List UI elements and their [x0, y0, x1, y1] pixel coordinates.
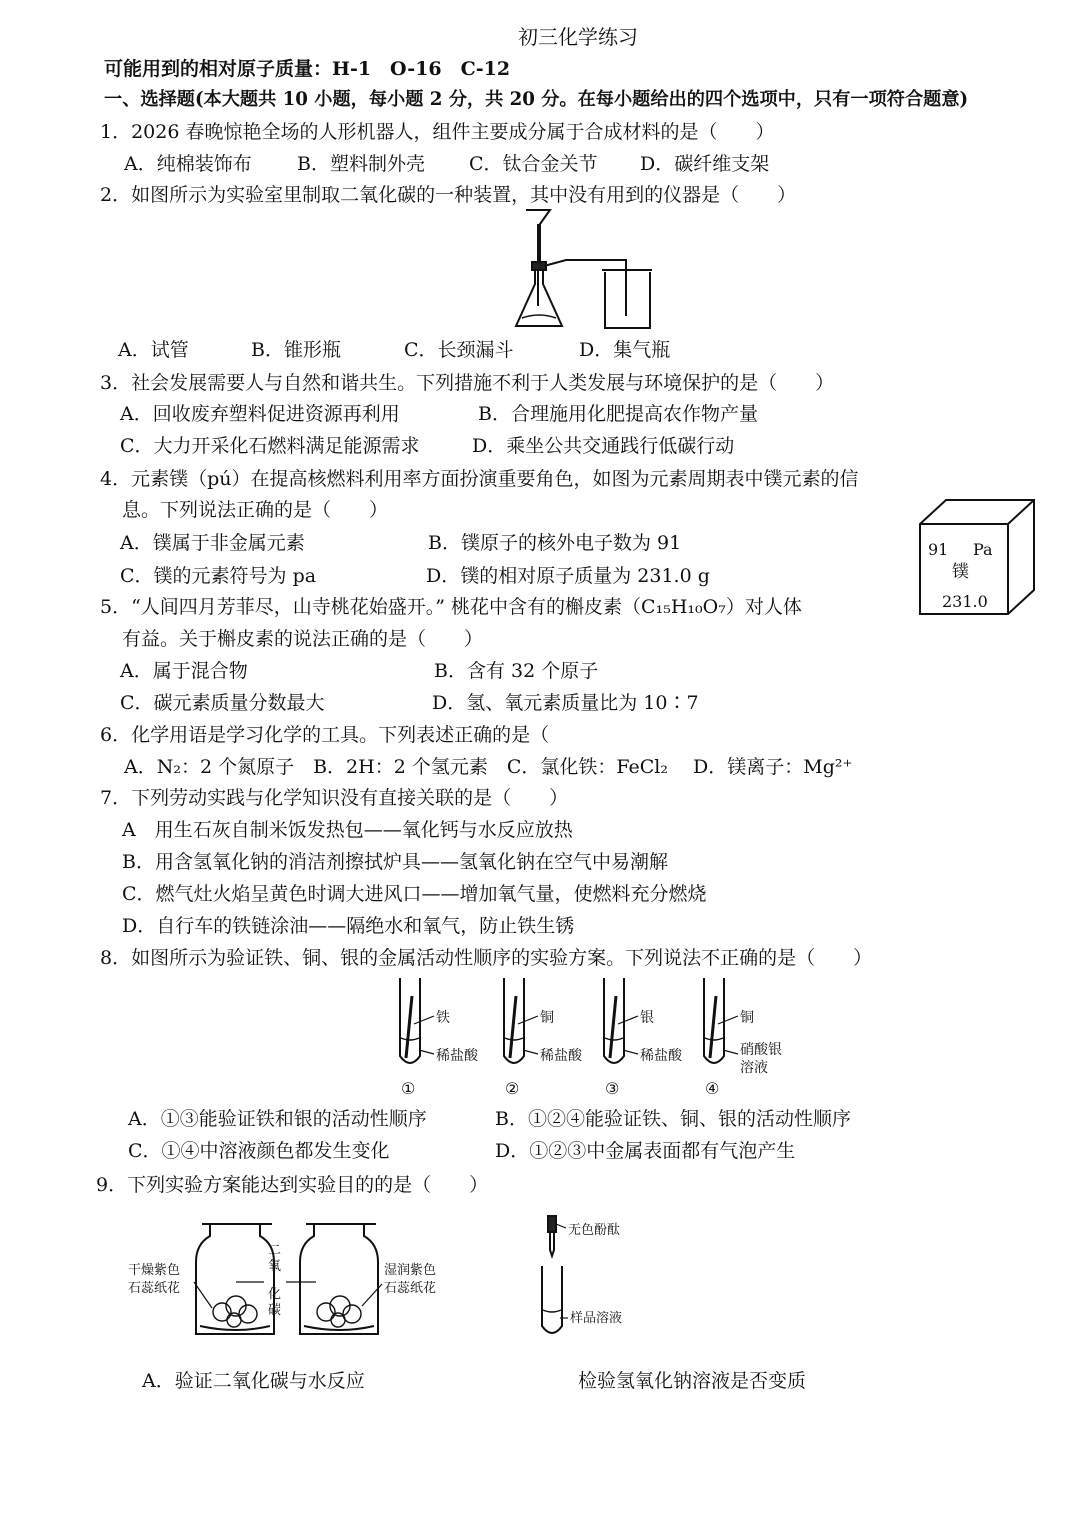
co2-label-3: 化 [268, 1287, 282, 1302]
co2-label-4: 碳 [268, 1303, 282, 1318]
test-tube-4 [704, 978, 738, 1063]
dry-litmus-label-1: 干燥紫色 [128, 1263, 181, 1278]
tube-1-solution-label: 稀盐酸 [436, 1048, 478, 1064]
sample-test-tube [542, 1266, 562, 1333]
tube-4-solution-label: 硝酸银 [740, 1042, 782, 1058]
q4-option-a: A．镤属于非金属元素 [120, 532, 305, 554]
page-title: 初三化学练习 [518, 25, 638, 49]
section-heading: 一、选择题(本大题共 10 小题，每小题 2 分，共 20 分。在每小题给出的四个选项中，只有一项符合题意) [104, 89, 969, 110]
q1-option-b: B．塑料制外壳 [297, 153, 425, 175]
q3-option-d: D．乘坐公共交通践行低碳行动 [472, 435, 735, 457]
q8-option-c: C．①④中溶液颜色都发生变化 [128, 1140, 390, 1162]
test-tube-3 [604, 978, 638, 1063]
q1-option-c: C．钛合金关节 [469, 153, 598, 175]
tube-4-metal-label: 铜 [740, 1010, 754, 1026]
wet-litmus-label-1: 湿润紫色 [384, 1263, 437, 1278]
tube-1-metal-label: 铁 [436, 1010, 450, 1026]
q8-stem: 8．如图所示为验证铁、铜、银的金属活动性顺序的实验方案。下列说法不正确的是（ ） [100, 947, 873, 969]
q7-stem: 7．下列劳动实践与化学知识没有直接关联的是（ ） [100, 787, 569, 809]
q7-option-b: B．用含氢氧化钠的消洁剂擦拭炉具——氢氧化钠在空气中易潮解 [122, 851, 668, 873]
q5-option-b: B．含有 32 个原子 [434, 660, 599, 682]
phenolphthalein-test-figure [536, 1214, 656, 1344]
litmus-jars-figure [126, 1222, 436, 1344]
q1-stem: 1．2026 春晚惊艳全场的人形机器人，组件主要成分属于合成材料的是（ ） [100, 121, 775, 143]
q4-stem-line1: 4．元素镤（pú）在提高核燃料利用率方面扮演重要角色，如图为元素周期表中镤元素的信 [100, 468, 859, 490]
tube-4-solution-label-2: 溶液 [740, 1060, 768, 1076]
q3-option-b: B．合理施用化肥提高农作物产量 [478, 403, 758, 425]
element-name: 镤 [952, 562, 969, 582]
q5-stem-line2: 有益。关于槲皮素的说法正确的是（ ） [122, 628, 484, 650]
q2-stem: 2．如图所示为实验室里制取二氧化碳的一种装置，其中没有用到的仪器是（ ） [100, 184, 797, 206]
tube-4-number: ④ [705, 1079, 720, 1098]
wet-flower-icon [317, 1296, 361, 1327]
q5-option-d: D．氢、氧元素质量比为 10∶7 [432, 692, 699, 714]
jar-wet-flower [300, 1224, 382, 1334]
q7-option-c: C．燃气灶火焰呈黄色时调大进风口——增加氧气量，使燃料充分燃烧 [122, 883, 707, 905]
q1-option-a: A．纯棉装饰布 [124, 153, 252, 175]
co2-label-1: 二 [268, 1243, 282, 1258]
sample-solution-label: 样品溶液 [570, 1311, 623, 1326]
q2-option-a: A．试管 [118, 339, 189, 361]
q5-option-c: C．碳元素质量分数最大 [120, 692, 325, 714]
delivery-tube [544, 260, 626, 316]
q6-stem: 6．化学用语是学习化学的工具。下列表述正确的是（ [100, 724, 550, 746]
co2-label-2: 氧 [268, 1259, 282, 1274]
test-tube-2 [504, 978, 538, 1063]
q4-option-b: B．镤原子的核外电子数为 91 [428, 532, 682, 554]
tube-3-metal-label: 银 [640, 1010, 654, 1026]
jar-dry-flower [194, 1224, 274, 1334]
tube-2-metal-label: 铜 [540, 1010, 554, 1026]
q3-option-c: C．大力开采化石燃料满足能源需求 [120, 435, 420, 457]
tube-2-number: ② [505, 1079, 520, 1098]
q5-option-a: A．属于混合物 [120, 660, 248, 682]
q2-option-c: C．长颈漏斗 [404, 339, 514, 361]
test-tube-1 [400, 978, 434, 1063]
phenolphthalein-label: 无色酚酞 [568, 1223, 621, 1238]
dropper-icon [548, 1216, 556, 1256]
co2-apparatus-figure [510, 206, 660, 334]
element-card-pa [918, 498, 1036, 618]
q9-option-b: 检验氢氧化钠溶液是否变质 [578, 1370, 807, 1392]
q9-stem: 9．下列实验方案能达到实验目的的是（ ） [96, 1174, 489, 1196]
q6-options: A．N₂：2 个氮原子 B．2H：2 个氢元素 C．氯化铁：FeCl₂ D．镁离子：Mg²⁺ [124, 756, 853, 778]
q9-option-a: A．验证二氧化碳与水反应 [142, 1370, 365, 1392]
dry-flower-icon [213, 1296, 257, 1327]
element-symbol: Pa [973, 540, 993, 559]
tube-3-number: ③ [605, 1079, 620, 1098]
q3-option-a: A．回收废弃塑料促进资源再利用 [120, 403, 400, 425]
q8-option-a: A．①③能验证铁和银的活动性顺序 [128, 1108, 427, 1130]
q7-option-a: A 用生石灰自制米饭发热包——氧化钙与水反应放热 [122, 819, 573, 841]
stopper [532, 262, 546, 270]
dry-litmus-label-2: 石蕊纸花 [128, 1281, 181, 1296]
q2-option-d: D．集气瓶 [579, 339, 671, 361]
wet-litmus-label-2: 石蕊纸花 [384, 1281, 437, 1296]
tube-2-solution-label: 稀盐酸 [540, 1048, 582, 1064]
tube-1-number: ① [401, 1079, 416, 1098]
q8-option-b: B．①②④能验证铁、铜、银的活动性顺序 [495, 1108, 851, 1130]
test-tubes-figure [392, 976, 812, 1100]
q4-option-c: C．镤的元素符号为 pa [120, 565, 317, 587]
q8-option-d: D．①②③中金属表面都有气泡产生 [495, 1140, 796, 1162]
q7-option-d: D．自行车的铁链涂油——隔绝水和氧气，防止铁生锈 [122, 915, 575, 937]
q3-stem: 3．社会发展需要人与自然和谐共生。下列措施不利于人类发展与环境保护的是（ ） [100, 372, 835, 394]
q4-stem-line2: 息。下列说法正确的是（ ） [122, 499, 389, 521]
q1-option-d: D．碳纤维支架 [640, 153, 770, 175]
element-mass: 231.0 [942, 592, 988, 611]
tube-3-solution-label: 稀盐酸 [640, 1048, 682, 1064]
q2-option-b: B．锥形瓶 [251, 339, 341, 361]
element-number: 91 [928, 540, 949, 559]
q4-option-d: D．镤的相对原子质量为 231.0 g [426, 565, 710, 587]
q5-stem-line1: 5．“人间四月芳菲尽，山寺桃花始盛开。” 桃花中含有的槲皮素（C₁₅H₁₀O₇）对人体 [100, 596, 802, 618]
atomic-mass-line: 可能用到的相对原子质量：H-1 O-16 C-12 [104, 58, 511, 80]
